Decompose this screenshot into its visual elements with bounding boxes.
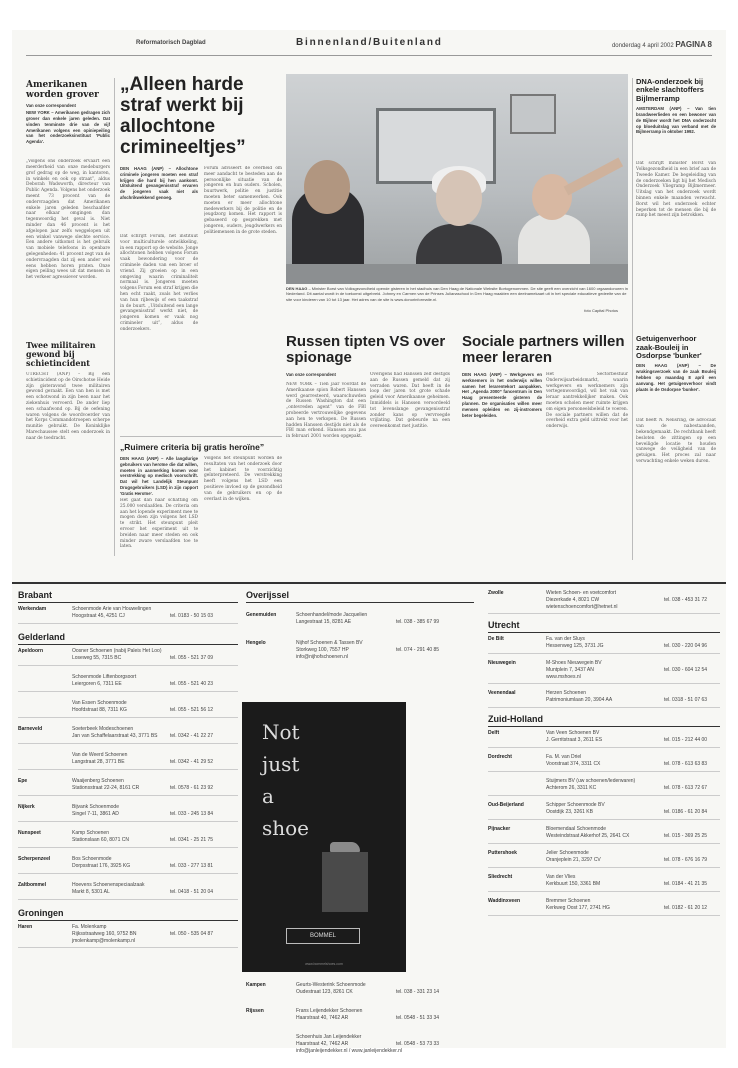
store-phone: tel. 030 - 604 12 54 [664,667,708,673]
news-photo [286,74,628,284]
store-address: Stationslaan 60, 8071 CN [72,837,129,843]
store-name: Fa. Molenkamp [72,924,107,930]
store-address: Hoogstraat 45, 4251 CJ [72,613,125,619]
store-address: Leiergoren 6, 7311 EE [72,681,122,687]
store-city: Apeldoorn [18,648,43,654]
store-address: Hoofdstraat 88, 7311 KG [72,707,127,713]
store-phone: tel. 0318 - 51 07 63 [664,697,708,703]
store-name: Fa. van der Sluys [546,636,585,642]
store-name: Frans Leijendekker Schoenen [296,1008,363,1014]
pointing-arm [564,157,623,195]
listing-divider [488,819,720,820]
article-divider [120,436,282,437]
store-city: Kampen [246,982,266,988]
store-city: Sliedrecht [488,874,513,880]
store-city: Hengelo [246,640,266,646]
store-city: Epe [18,778,28,784]
store-name: Bremmer Schoenen [546,898,591,904]
publication-name: Reformatorisch Dagblad [136,40,206,46]
listing-divider [488,653,720,654]
photo-credit: foto Capital Photos [584,308,618,313]
photo-caption: DEN HAAG – Minister Borst van Volksgezondheid opende gisteren in het stadhuis van Den Haag de Nationale Website Bortogenommen. De site geeft een overzicht van 1600 orgaandonoren in Nederland. Dit aantal wordt in de toekomst uitgebreid. Johnny en Carmen van de Prinses Julianaschool in Den Haag maakten een deelnamekaart uit in het speciale educatieve gedeelte van de site voor kinderen van 10 tot 13 jaar. Het adres van de site is www.donorinformatie.nl. [286,286,628,302]
store-phone: tel. 0182 - 61 20 12 [664,905,708,911]
store-phone: tel. 078 - 613 63 83 [664,761,708,767]
store-address: Oostdijk 23, 3261 KB [546,809,593,815]
store-name: Herzen Schoenen [546,690,587,696]
store-city: Zwolle [488,590,504,596]
listing-divider [488,795,720,796]
store-address: Patrimoniumlaan 20, 3904 AA [546,697,613,703]
store-address: Dorpsstraat 176, 3925 KG [72,863,131,869]
store-address: Kerkbuurt 150, 3361 BM [546,881,601,887]
left-column [26,80,110,476]
store-phone: tel. 055 - 521 56 12 [170,707,214,713]
boy-head [532,174,572,220]
girl-head [304,160,350,214]
store-address: Singel 7-11, 3861 AD [72,811,119,817]
listing-divider [18,743,238,744]
listing-divider [18,665,238,666]
store-name: Van Essen Schoenmode [72,700,127,706]
wall-monitor [510,94,556,134]
store-address: Markt 8, 5301 AL [72,889,110,895]
store-name: Fa. M. van Driel [546,754,582,760]
listing-divider [18,769,238,770]
listing-divider [18,691,238,692]
province-heading: Utrecht [488,620,720,633]
store-name: Nijhof Schoenen & Tassen BV [296,640,363,646]
store-address: Oranjeplein 21, 3297 CV [546,857,601,863]
store-city: Pijnacker [488,826,511,832]
store-phone: tel. 030 - 220 04 96 [664,643,708,649]
store-city: Zaltbommel [18,882,47,888]
store-name: Schipper Schoenmode BV [546,802,605,808]
shoe-store-directory [12,590,726,1054]
column-rule [632,78,633,560]
ad-url: www.bommelshoes.com [305,962,343,966]
province-heading: Zuid-Holland [488,714,720,727]
heroine-lead: DEN HAAG (ANP) – Alle langdurige gebruikers van heroïne die dat willen, moeten in aanmerking komen voor verstrekking op medisch voorschrift. Dat wil het Landelijk Steunpunt Drugsgebruikers (LSD) in zijn rapport 'Gratis Heroïne'. [120,456,198,496]
store-phone: tel. 0183 - 50 15 03 [170,613,214,619]
store-name: Van de Weerd Schoenen [72,752,128,758]
store-name: Bloemendaal Schoenmode [546,826,607,832]
store-address: Storkweg 100, 7557 HP [296,647,349,653]
listing-divider [488,613,720,614]
store-address: Rijksstraatweg 160, 9752 BN [72,931,137,937]
store-city: Werkendam [18,606,47,612]
store-city: Puttershoek [488,850,517,856]
article-byline: Van onze correspondent [26,103,76,109]
spy-body: NEW YORK – Tien jaar voordat de Amerikaanse spion Robert Hanssen werd gearresteerd, waarschuwden de Russen Washington dat een „ontevreden agent” van de FBI probeerde vertrouwelijke gegevens aan hen te verkopen. De Russen hadden Hanssen destijds niet als de FBI man erkend. Hanssen zou pas in februari 2001 worden opgepakt. [286,382,366,440]
article-body: Dat schrijft minister Borst van Volksgezondheid in een brief aan de Tweede Kamer. De begeleiding van de onderzoeken ligt bij het Medisch Onderzoek Vliegramp Bijlmermeer. Uitslag van het onderzoek wordt binnen enkele maanden verwacht. Borst wil het onderzoek echter beperken tot de mensen die bij de ramp het meest zijn betrokken. [636,161,716,219]
article-title: Twee militairen gewond bij schietincident [26,340,96,369]
store-name: Schoenhandel/mode Jacquelien [296,612,368,618]
store-address: Langstraat 28, 3771 BE [72,759,125,765]
listing-divider [18,947,238,948]
main-article-body-continued: Forum adviseert de overheid om meer aandacht te besteden aan de persoonlijke situatie van de jongeren en hun ouders. Scholen, buurtwerk, politie en justitie moeten beter samenwerken. Ook moeten er meer allochtone medewerkers bij de politie en de jeugdzorg komen. Het rapport is gebaseerd op gesprekken met jongeren, ouders, jeugdwerkers en politiemensen in de grote steden. [204,166,282,235]
store-address: Haarstraat 40, 7462 AR [296,1015,349,1021]
store-phone: tel. 078 - 676 16 79 [664,857,708,863]
spy-headline: Russen tipten VS over spionage [286,333,446,366]
store-city: Rijssen [246,1008,264,1014]
store-phone: tel. 0342 - 41 29 52 [170,759,214,765]
article-body: Dat heeft N. Nelisring, de advocaat van de nabestaanden, bekendgemaakt. De rechtbank heeft besloten de zittingen op een beveiligde locatie te houden vanwege de veiligheid van de getuigen. Het proces zal naar verwachting enkele weken duren. [636,418,716,464]
store-city: Haren [18,924,33,930]
store-city: Oud-Beijerland [488,802,524,808]
store-name: Geurts-Westerink Schoenmode [296,982,366,988]
province-heading: Groningen [18,908,238,921]
store-name: Schoenmode Liftenborgsoort [72,674,137,680]
desk [286,264,628,284]
ad-slogan-word: just [262,752,300,776]
listing-divider [18,873,238,874]
store-name: Oosner Schoenen (nabij Paleis Het Loo) [72,648,162,654]
store-phone: tel. 0342 - 41 22 27 [170,733,214,739]
listing-divider [488,771,720,772]
store-name: Stuijmers BV (uw schoenen/lederwaren) [546,778,636,784]
shoe-pedestal [322,852,368,912]
store-name: Van Veen Schoenen BV [546,730,600,736]
listing-divider [488,915,720,916]
main-article-body: Dat schrijft Forum, het instituut voor multiculturele ontwikkeling, in een rapport op de website. Jonge allochtonen hebben volgens Forum vaak bewondering voor de criminele daden van een broer of vriend. Zij groeien op in een omgeving waarin criminaliteit normaal is. Jongeren moeten volgens Forum een straf krijgen die hen echt raakt, zoals het verlies van hun rijbewijs of een taakstraf in de buurt. „Uitsluitend een lange gevangenisstraf werkt niet, de jongeren komen er vaak nog crimineler uit”, aldus de onderzoekers. [120,234,198,332]
store-name: Schoenhuis Jan Leijendekker [296,1034,362,1040]
store-name: M-Shoes Nieuwegein BV [546,660,602,666]
listing-divider [488,891,720,892]
ad-slogan-word: a [262,784,274,808]
province-heading: Brabant [18,590,238,603]
shoe-advertisement [242,702,406,972]
store-address: Stationsstraat 22-24, 8161 CR [72,785,140,791]
ad-slogan-word: Not [262,720,300,744]
minister-head [436,170,482,226]
store-phone: tel. 015 - 212 44 00 [664,737,708,743]
newspaper-page [12,30,726,1054]
store-name: Bos Schoenmode [72,856,112,862]
store-city: Nieuwegein [488,660,516,666]
spy-body-continued: Overigens had Hanssen zelf destijds aan de Russen gemeld dat zij verraden waren. Dat heeft in de loop der jaren tot grote schade geleid voor Amerikaanse geheimen. Inmiddels is Hanssen veroordeeld tot levenslange gevangenisstraf zonder kans op vervroegde vrijlating. Dat gebeurde na een overeenkomst met justitie. [370,372,450,430]
store-phone: tel. 078 - 613 72 67 [664,785,708,791]
store-address: Langestraat 15, 8281 AE [296,619,352,625]
store-extra: www.mshoes.nl [546,674,581,680]
article-body: „Volgens ons onderzoek ervaart een meerderheid van onze medeburgers grof gedrag op de weg, in kantoren, in winkels en ook op straat”, aldus Deborah Wadsworth, directeur van Public Agenda. Volgens het onderzoek meent 73 procent van de ondervraagden dat Amerikanen enkele jaren geleden beschaafder naar elkaar omgingen dan tegenwoordig het geval is. Niet minder dan 46 procent is het afgelopen jaar zelfs weggelopen uit een winkel vanwege slechte service. Een andere uitkomst is het gebruik van mobiele telefoons in openbare gelegenheden: 41 procent zegt van de ondervraagden dat zij een ander wel eens hebben horen praten. Onze eigen peiling wees uit dat mensen in het verkeer agressiever worden. [26,159,110,281]
province-heading: Gelderland [18,632,238,645]
store-address: Jan van Schaffelaarstraat 43, 3771 BS [72,733,158,739]
store-phone: tel. 015 - 369 25 25 [664,833,708,839]
teacher-body-continued: Het Sectorbestuur Onderwijsarbeidsmarkt, waarin werkgevers en werknemers zijn vertegenwoordigd, wil het vak van leraar aantrekkelijker maken. Ook moeten scholen meer ruimte krijgen om eigen personeelsbeleid te voeren. De sociale partners willen dat de overheid extra geld uittrekt voor het onderwijs. [546,372,628,430]
article-body: UTRECHT (ANP) – Bij een schietincident op de Oirschotse Heide zijn gisteravond twee militairen gewond geraakt. Een van hen is met een schotwond in zijn been naar het ziekenhuis vervoerd. De ander liep een schaafwond op. Bij de oefening waren volgens de woordvoerder van het Korps Commandotroepen scherpe munitie gebruikt. De Koninklijke Marechaussee stelt een onderzoek in naar de toedracht. [26,372,110,441]
store-name: Waaijenberg Schoenen [72,778,124,784]
store-extra: info@janleijendekker.nl / www.janleijendekker.nl [296,1048,402,1054]
store-extra: info@nijhofschoenen.nl [296,654,349,660]
listing-divider [18,821,238,822]
store-address: Haarstraat 42, 7462 AR [296,1041,349,1047]
listing-divider [488,707,720,708]
store-name: Van der Vlies [546,874,576,880]
store-city: Waddinxveen [488,898,521,904]
listing-divider [18,623,238,624]
listing-divider [488,747,720,748]
store-phone: tel. 0184 - 41 21 35 [664,881,708,887]
ad-slogan-word: shoe [262,816,310,840]
store-address: Loseweg 55, 7315 BC [72,655,122,661]
store-phone: tel. 0186 - 61 20 84 [664,809,708,815]
store-name: Hoevens Schoenenspeciaalzaak [72,882,145,888]
heroine-headline: „Ruimere criteria bij gratis heroïne” [120,442,265,452]
teacher-body: DEN HAAG (ANP) – Werkgevers en werknemers in het onderwijs willen samen het lerarentekort aanpakken. Het „Agenda 2000” fancentrum in Den Haag presenteerde gisteren de plannen. De organisaties willen meer mensen opleiden en zij-instromers beter begeleiden. [462,372,542,418]
store-city: Scherpenzeel [18,856,51,862]
article-lead: DEN HAAG (ANP) – De wrakingsverzoek van de zaak Bouleij hebben op maandag 8 april een aanvang. Het getuigenverhoor vindt plaats in de Osdorpse 'bunker'. [636,363,716,392]
brand-logo: BOMMEL [286,928,360,944]
listing-divider [18,899,238,900]
store-phone: tel. 0548 - 53 73 33 [396,1041,440,1047]
store-phone: tel. 033 - 277 13 81 [170,863,214,869]
store-address: Diezerkade 4, 8021 CW [546,597,600,603]
store-phone: tel. 055 - 521 37 09 [170,655,214,661]
shoe-image [330,842,360,852]
store-phone: tel. 038 - 331 23 14 [396,989,440,995]
store-city: Delft [488,730,500,736]
province-heading: Overijssel [246,590,474,603]
article-title: DNA-onderzoek bij enkele slachtoffers Bijlmerramp [636,77,704,103]
store-address: Hessenweg 125, 3731 JG [546,643,604,649]
ads-divider [12,582,726,584]
listing-divider [18,717,238,718]
store-phone: tel. 055 - 521 40 23 [170,681,214,687]
store-address: Muntplein 7, 3437 AN [546,667,594,673]
store-address: Kerkweg Oost 177, 2741 HG [546,905,610,911]
listing-divider [488,843,720,844]
store-city: Nijkerk [18,804,35,810]
store-city: De Bilt [488,636,504,642]
article-title: Getuigenverhoor zaak-Bouleij in Osdorpse 'bunker' [636,334,702,360]
store-phone: tel. 074 - 291 40 85 [396,647,440,653]
store-name: Wieten Schoen- en voetcomfort [546,590,617,596]
store-name: Jelier Schoenmode [546,850,589,856]
article-title: Amerikanen worden grover [26,80,99,101]
listing-divider [18,847,238,848]
listing-divider [18,795,238,796]
store-city: Dordrecht [488,754,512,760]
column-rule [114,78,115,556]
store-phone: tel. 0548 - 51 33 34 [396,1015,440,1021]
store-city: Veenendaal [488,690,516,696]
main-article-lead: DEN HAAG (ANP) – Allochtone criminele jongeren moeten een straf krijgen die hard bij hen aankomt. Uitsluitend gevangenisstraf ervaren de jongeren vaak niet als afschrikwekkend genoeg. [120,166,198,200]
heroine-body: Het gaat dan naar schatting om 25.000 verslaafden. De criteria om aan het lopende experiment mee te mogen doen zijn volgens het LSD te strikt. Het steunpunt pleit ervoor het experiment uit te breiden naar meer steden en ook minder zware verslaafden toe te laten. [120,498,198,550]
main-headline: „Alleen harde straf werkt bij allochtone crimineeltjes” [120,74,246,158]
store-name: Soeterbeek Modeschoenen [72,726,134,732]
listing-divider [488,683,720,684]
heroine-body-continued: Volgens het steunpunt worden de resultaten van het onderzoek door het kabinet te voorzichtig geïnterpreteerd. De verstrekking heeft volgens het LSD een positieve invloed op de gezondheid van de gebruikers en op de overlast in de wijken. [204,456,282,502]
store-name: Bijvank Schoenmode [72,804,119,810]
store-phone: tel. 038 - 453 31 72 [664,597,708,603]
listing-divider [488,867,720,868]
store-phone: tel. 033 - 245 13 84 [170,811,214,817]
spy-byline: Van onze correspondent [286,372,336,377]
store-phone: tel. 050 - 535 04 87 [170,931,214,937]
store-address: Voorstraat 374, 3311 CX [546,761,601,767]
article-lead: NEW YORK – Amerikanen gedragen zich grover dan enkele jaren geleden. Dat vinden tenminste drie van de vijf Amerikanen volgens een opiniepeiling van het onderzoeksinstituut 'Public Agenda'. [26,110,110,145]
teacher-headline: Sociale partners willen meer leraren [462,333,625,366]
section-title: Binnenland/Buitenland [296,37,443,48]
store-name: Kamp Schoenen [72,830,109,836]
store-address: J. Gerritstraat 3, 2611 ES [546,737,603,743]
store-phone: tel. 038 - 385 67 99 [396,619,440,625]
store-address: Westeindstraat Akkerhof 25, 2641 CX [546,833,630,839]
store-city: Nunspeet [18,830,41,836]
store-city: Genemuiden [246,612,277,618]
page-date: donderdag 4 april 2002 PAGINA 8 [611,40,712,49]
store-extra: jmolenkamp@molenkamp.nl [72,938,136,944]
store-extra: wietenschoencomfort@hetnet.nl [546,604,618,610]
store-city: Barneveld [18,726,43,732]
store-phone: tel. 0418 - 51 20 04 [170,889,214,895]
store-address: Achterom 26, 3311 KC [546,785,597,791]
store-name: Schoenmode Arie van Houwelingen [72,606,152,612]
store-phone: tel. 0578 - 61 23 92 [170,785,214,791]
page-header [26,34,712,56]
store-address: Oudestraat 123, 8261 CK [296,989,353,995]
right-column [636,78,716,536]
store-phone: tel. 0341 - 25 21 75 [170,837,214,843]
article-lead: AMSTERDAM (ANP) – Van tien brandweerlieden en een bewoner van de Bijlmer wordt het DNA onderzocht op bloeduitslag van verband met de Bijlmerramp in oktober 1992. [636,106,716,135]
